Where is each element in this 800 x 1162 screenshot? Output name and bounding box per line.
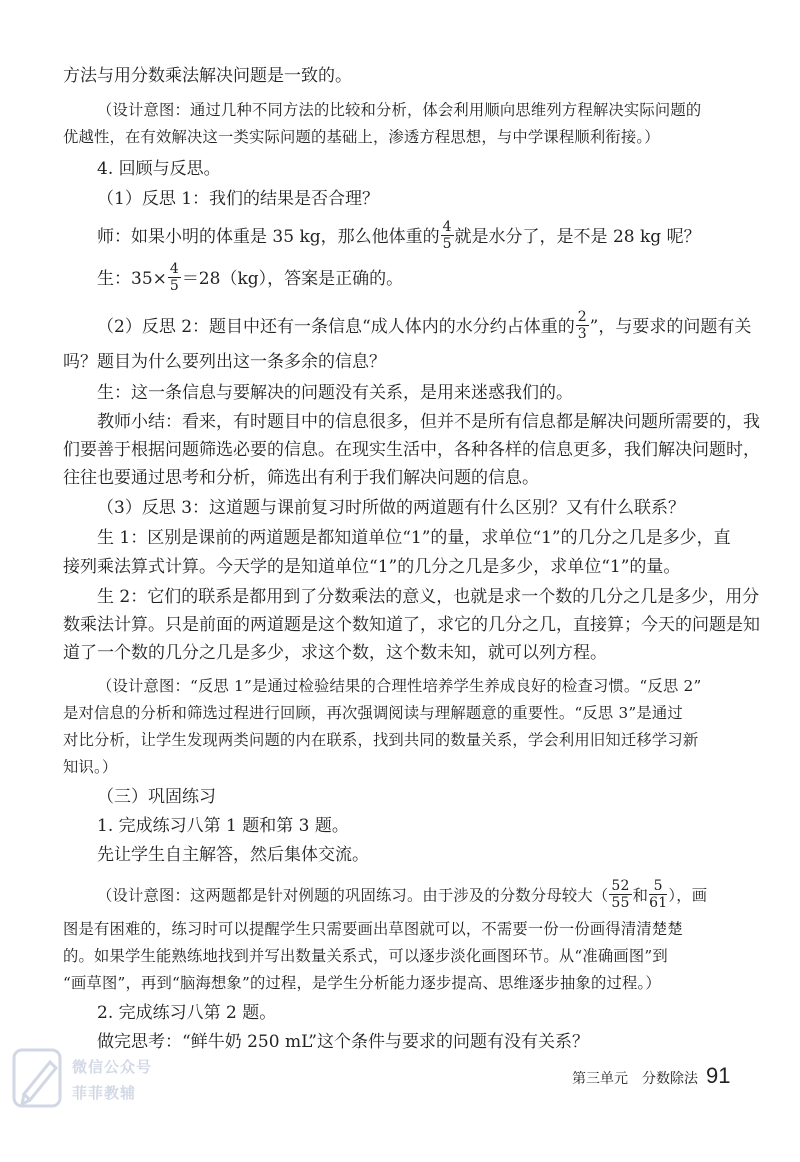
design-note-line: 是对信息的分析和筛选过程进行回顾，再次强调阅读与理解题意的重要性。“反思 3”是通过 [63, 704, 683, 722]
body-text-line [97, 309, 760, 343]
text-segment: （设计意图：这两题都是针对例题的巩固练习。由于涉及的分数分母较大（ [97, 886, 609, 905]
fraction-numerator: 52 [611, 878, 630, 894]
body-text-line: 往往也要通过思考和分析，筛选出有利于我们解决问题的信息。 [63, 468, 539, 488]
fraction-numerator: 5 [649, 879, 667, 895]
watermark-line: 微信公众号 [72, 1058, 153, 1076]
body-text-line [97, 219, 760, 253]
section-heading: 4. 回顾与反思。 [97, 159, 221, 179]
body-text-line: 吗？题目为什么要列出这一条多余的信息？ [63, 352, 386, 372]
design-note-line: 图是有困难的，练习时可以提醒学生只需要画出草图就可以，不需要一份一份画得清清楚楚 [63, 920, 683, 938]
fraction [576, 310, 589, 341]
design-note-line [97, 878, 760, 912]
body-text-line: 们要善于根据问题筛选必要的信息。在现实生活中，各种各样的信息更多，我们解决问题时， [63, 440, 760, 460]
fraction-numerator: 2 [577, 309, 587, 325]
body-text-line: 教师小结：看来，有时题目中的信息很多，但并不是所有信息都是解决问题所需要的，我 [97, 412, 760, 432]
body-text-line: 先让学生自主解答，然后集体交流。 [97, 845, 369, 865]
body-text-line: （1）反思 1：我们的结果是否合理？ [97, 189, 380, 209]
body-text-line: 生 2：它们的联系是都用到了分数乘法的意义，也就是求一个数的几分之几是多少，用分 [97, 587, 760, 607]
watermark-line: 菲菲教辅 [72, 1084, 137, 1102]
text-segment: 和 [632, 886, 649, 905]
fraction-denominator: 61 [649, 895, 668, 911]
design-note-line: “画草图”，再到“脑海想象”的过程，是学生分析能力逐步提高、思维逐步抽象的过程。） [63, 974, 661, 992]
body-text-line [97, 261, 760, 295]
body-text-line: 道了一个数的几分之几是多少，求这个数，这个数未知，就可以列方程。 [63, 643, 607, 663]
body-text-line: （3）反思 3：这道题与课前复习时所做的两道题有什么区别？又有什么联系？ [97, 498, 686, 518]
design-note-line: 知识。） [63, 758, 118, 776]
text-segment: ”，与要求的问题有关 [589, 317, 752, 337]
text-segment: 生：35× [97, 269, 167, 289]
fraction [649, 879, 667, 910]
fraction [609, 879, 631, 910]
page-number: 91 [706, 1063, 731, 1088]
body-text-line: 生 1：区别是课前的两道题是都知道单位“1”的量，求单位“1”的几分之几是多少，直 [97, 528, 731, 548]
design-note-line: 的。如果学生能熟练地找到并写出数量关系式，可以逐步淡化画图环节。从“准确画图”到 [63, 947, 668, 965]
body-text-line: 生：这一条信息与要解决的问题没有关系，是用来迷惑我们的。 [97, 383, 573, 403]
fraction-denominator: 55 [611, 895, 630, 911]
design-note-line: 对比分析，让学生发现两类问题的内在联系，找到共同的数量关系，学会利用旧知迁移学习新 [63, 731, 699, 749]
watermark [10, 1042, 160, 1122]
fraction [168, 262, 181, 293]
body-text-line: 方法与用分数乘法解决问题是一致的。 [63, 66, 352, 86]
design-note-line: （设计意图：“反思 1”是通过检验结果的合理性培养学生养成良好的检查习惯。“反思 2” [97, 677, 702, 695]
body-text-line: 2. 完成练习八第 2 题。 [97, 1003, 277, 1023]
body-text-line: 1. 完成练习八第 1 题和第 3 题。 [97, 816, 349, 836]
body-text-line: 做完思考：“鲜牛奶 250 mL”这个条件与要求的问题有没有关系？ [97, 1032, 589, 1052]
text-segment: ＝28（kg），答案是正确的。 [181, 269, 404, 289]
section-heading: （三）巩固练习 [97, 787, 216, 807]
fraction-numerator: 4 [169, 261, 179, 277]
fraction-numerator: 4 [442, 219, 452, 235]
body-text-line: 接列乘法算式计算。今天学的是知道单位“1”的几分之几是多少，求单位“1”的量。 [63, 557, 681, 577]
fraction-denominator: 5 [442, 236, 452, 252]
text-segment: 师：如果小明的体重是 35 kg，那么他体重的 [97, 227, 440, 247]
body-text-line: 数乘法计算。只是前面的两道题是这个数知道了，求它的几分之几，直接算；今天的问题是知 [63, 615, 760, 635]
text-segment: 就是水分了，是不是 28 kg 呢？ [454, 227, 701, 247]
design-note-line: （设计意图：通过几种不同方法的比较和分析，体会利用顺向思维列方程解决实际问题的 [97, 101, 702, 119]
fraction-denominator: 3 [577, 326, 587, 342]
text-segment: ），画 [668, 886, 708, 905]
fraction [441, 220, 454, 251]
fraction-denominator: 5 [169, 278, 179, 294]
text-segment: （2）反思 2：题目中还有一条信息“成人体内的水分约占体重的 [97, 317, 575, 337]
footer-unit-title: 第三单元 分数除法 [572, 1071, 698, 1087]
design-note-line: 优越性，在有效解决这一类实际问题的基础上，渗透方程思想，与中学课程顺利衔接。） [63, 128, 660, 146]
